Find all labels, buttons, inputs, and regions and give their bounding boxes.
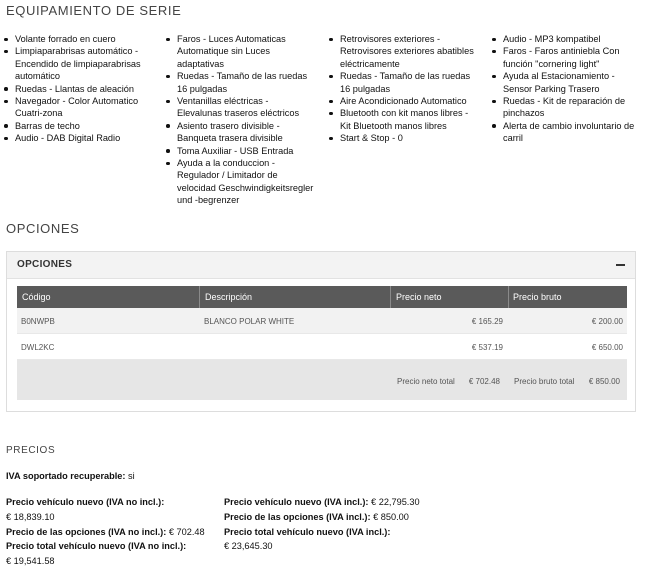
opciones-panel-title: OPCIONES bbox=[17, 259, 73, 270]
equipamiento-column-4 bbox=[490, 33, 640, 145]
equipamiento-list bbox=[0, 33, 650, 213]
precio-value: € 850.00 bbox=[373, 512, 409, 522]
precios-title: PRECIOS bbox=[6, 445, 56, 456]
precio-label: Precio de las opciones (IVA no incl.): bbox=[6, 527, 167, 537]
precio-value: € 22,795.30 bbox=[371, 497, 420, 507]
opciones-table bbox=[17, 286, 627, 400]
equipamiento-item: Start & Stop - 0 bbox=[327, 132, 479, 144]
precio-vehiculo-sin-iva-value: € 18,839.10 bbox=[6, 512, 55, 522]
total-neto-label: Precio neto total bbox=[397, 377, 455, 386]
iva-label: IVA soportado recuperable: bbox=[6, 471, 126, 481]
equipamiento-item: Limpiaparabrisas automático - Encendido de limpiaparabrisas automático bbox=[2, 45, 152, 82]
precio-vehiculo-sin-iva bbox=[6, 497, 164, 507]
equipamiento-column-1 bbox=[2, 33, 152, 145]
cell-codigo: B0NWPB bbox=[21, 317, 55, 326]
precio-total-con-iva-value: € 23,645.30 bbox=[224, 541, 273, 551]
precio-total-sin-iva-value: € 19,541.58 bbox=[6, 556, 55, 566]
equipamiento-item: Toma Auxiliar - USB Entrada bbox=[164, 145, 314, 157]
precio-label: Precio total vehículo nuevo (IVA no incl.): bbox=[6, 541, 187, 551]
header-precio-neto: Precio neto bbox=[396, 292, 442, 302]
table-row bbox=[17, 334, 627, 360]
total-bruto-value: € 850.00 bbox=[588, 377, 620, 386]
equipamiento-column-2 bbox=[164, 33, 314, 207]
equipamiento-item: Navegador - Color Automatico Cuatri-zona bbox=[2, 95, 152, 120]
equipamiento-column-3 bbox=[327, 33, 479, 145]
iva-value: si bbox=[128, 471, 135, 481]
precio-opciones-sin-iva bbox=[6, 527, 205, 537]
equipamiento-title: EQUIPAMIENTO DE SERIE bbox=[6, 3, 182, 18]
header-divider bbox=[199, 286, 200, 308]
equipamiento-item: Retrovisores exteriores - Retrovisores exteriores abatibles eléctricamente bbox=[327, 33, 479, 70]
table-row bbox=[17, 308, 627, 334]
precio-label: Precio de las opciones (IVA incl.): bbox=[224, 512, 371, 522]
equipamiento-item: Faros - Luces Automaticas Automatique sin Luces adaptativas bbox=[164, 33, 314, 70]
equipamiento-item: Bluetooth con kit manos libres - Kit Bluetooth manos libres bbox=[327, 107, 479, 132]
header-precio-bruto: Precio bruto bbox=[513, 292, 562, 302]
table-header bbox=[17, 286, 627, 308]
equipamiento-item: Ruedas - Llantas de aleación bbox=[2, 83, 152, 95]
cell-precio-bruto: € 650.00 bbox=[591, 343, 623, 352]
cell-descripcion: BLANCO POLAR WHITE bbox=[204, 317, 295, 326]
equipamiento-item: Barras de techo bbox=[2, 120, 152, 132]
opciones-section-title: OPCIONES bbox=[6, 221, 80, 236]
equipamiento-item: Ayuda a la conduccion - Regulador / Limitador de velocidad Geschwindigkeitsregler und -begrenzer bbox=[164, 157, 314, 207]
cell-precio-neto: € 165.29 bbox=[471, 317, 503, 326]
precio-total-sin-iva bbox=[6, 541, 186, 551]
equipamiento-item: Audio - DAB Digital Radio bbox=[2, 132, 152, 144]
equipamiento-item: Asiento trasero divisible - Banqueta trasera divisible bbox=[164, 120, 314, 145]
opciones-panel-header[interactable] bbox=[7, 252, 635, 279]
total-neto-value: € 702.48 bbox=[468, 377, 500, 386]
header-descripcion: Descripción bbox=[205, 292, 253, 302]
equipamiento-item: Faros - Faros antiniebla Con función "cornering light" bbox=[490, 45, 640, 70]
table-footer-totals bbox=[17, 360, 627, 400]
precio-label: Precio vehículo nuevo (IVA no incl.): bbox=[6, 497, 165, 507]
equipamiento-item: Ruedas - Kit de reparación de pinchazos bbox=[490, 95, 640, 120]
total-bruto-label: Precio bruto total bbox=[514, 377, 575, 386]
precio-label: Precio total vehículo nuevo (IVA incl.): bbox=[224, 527, 391, 537]
equipamiento-item: Audio - MP3 kompatibel bbox=[490, 33, 640, 45]
cell-precio-neto: € 537.19 bbox=[471, 343, 503, 352]
equipamiento-item: Aire Acondicionado Automatico bbox=[327, 95, 479, 107]
equipamiento-item: Alerta de cambio involuntario de carril bbox=[490, 120, 640, 145]
minus-icon[interactable] bbox=[616, 264, 625, 266]
equipamiento-item: Ayuda al Estacionamiento - Sensor Parking Trasero bbox=[490, 70, 640, 95]
precio-opciones-con-iva bbox=[224, 512, 409, 522]
precio-total-con-iva bbox=[224, 527, 390, 537]
cell-precio-bruto: € 200.00 bbox=[591, 317, 623, 326]
cell-codigo: DWL2KC bbox=[21, 343, 55, 352]
equipamiento-item: Ruedas - Tamaño de las ruedas 16 pulgadas bbox=[327, 70, 479, 95]
iva-recuperable bbox=[6, 471, 135, 481]
precio-value: € 702.48 bbox=[168, 527, 205, 537]
precio-label: Precio vehículo nuevo (IVA incl.): bbox=[224, 497, 369, 507]
opciones-panel bbox=[6, 251, 636, 412]
equipamiento-item: Ventanillas eléctricas - Elevalunas traseros eléctricos bbox=[164, 95, 314, 120]
equipamiento-item: Volante forrado en cuero bbox=[2, 33, 152, 45]
precio-vehiculo-con-iva bbox=[224, 497, 420, 507]
equipamiento-item: Ruedas - Tamaño de las ruedas 16 pulgadas bbox=[164, 70, 314, 95]
header-divider bbox=[508, 286, 509, 308]
header-codigo: Código bbox=[22, 292, 51, 302]
header-divider bbox=[390, 286, 391, 308]
